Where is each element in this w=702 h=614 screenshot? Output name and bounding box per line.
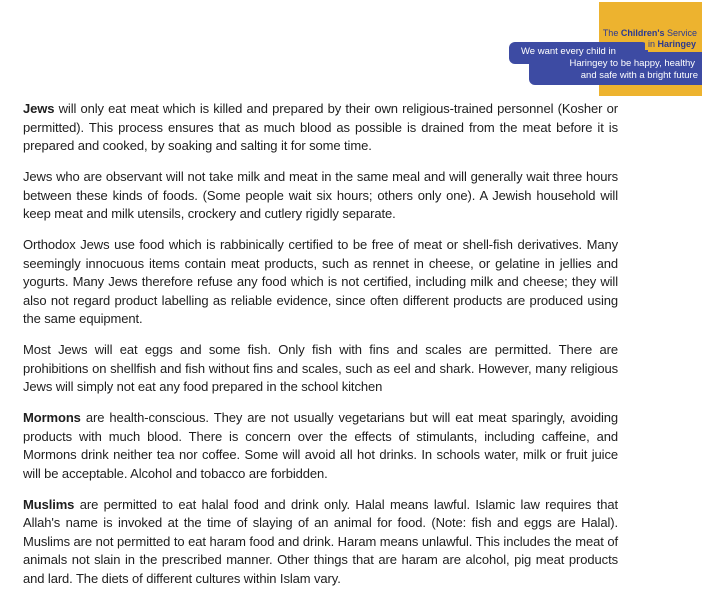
paragraph-mormons: Mormons are health-conscious. They are not usually vegetarians but will eat meat sparingly, avoiding products with much blood. There is concern over the effects of stimulants, including caffeine, and Mormons drink neither tea nor coffee. Some will avoid all hot drinks. In schools water, milk or fruit juice will be acceptable. Alcohol and tobacco are forbidden. (23, 410, 618, 481)
logo-service-title (603, 28, 697, 50)
paragraph-jews-kosher: Jews will only eat meat which is killed and prepared by their own religious-trained personnel (Kosher or permitted). This process ensures that as much blood as possible is drained from the meat before it is prepared and cooked, by soaking and salting it for some time. (23, 101, 618, 153)
paragraph-muslims: Muslims are permitted to eat halal food and drink only. Halal means lawful. Islamic law requires that Allah's name is invoked at the time of slaying of an animal for food. (Note: fish and eggs are Halal). Muslims are not permitted to eat haram food and drink. Haram means unlawful. This includes the meat of animals not slain in the prescribed manner. Other things that are haram are alcohol, pig meat products and lard. The diets of different cultures within Islam vary. (23, 496, 618, 586)
tagline-line-3: and safe with a bright future (580, 70, 698, 81)
tagline-line-1: We want every child in (521, 46, 616, 57)
document-body (23, 100, 618, 588)
paragraph-jews-eggs-fish: Most Jews will eat eggs and some fish. Only fish with fins and scales are permitted. There are prohibitions on shellfish and fish without fins and scales, such as eel and shark. However, many religious Jews will simply not eat any food prepared in the school kitchen (23, 342, 618, 394)
paragraph-lead-word: Jews (23, 101, 55, 116)
paragraph-lead-word: Muslims (23, 496, 75, 512)
paragraph-lead-word: Mormons (23, 410, 81, 425)
service-title-line-1: The Children's Service (602, 28, 697, 38)
service-title-line-2: in Haringey (645, 39, 697, 51)
paragraph-jews-milk-meat: Jews who are observant will not take milk and meat in the same meal and will generally wait three hours between these kinds of foods. (Some people wait six hours; others only one). A Jewish household will keep meat and milk utensils, crockery and cutlery rigidly separate. (23, 169, 618, 221)
paragraph-orthodox-jews: Orthodox Jews use food which is rabbinically certified to be free of meat or shell-fish derivatives. Many seemingly innocuous items contain meat products, such as rennet in cheese, or gelatine in jellies and yogurts. Many Jews therefore refuse any food which is not certified, including milk and cheese; they will also not regard product labelling as reliable evidence, since often different products are produced using the same equipment. (23, 237, 618, 326)
haringey-childrens-service-logo (0, 0, 702, 100)
tagline-line-2: Haringey to be happy, healthy (569, 58, 695, 69)
